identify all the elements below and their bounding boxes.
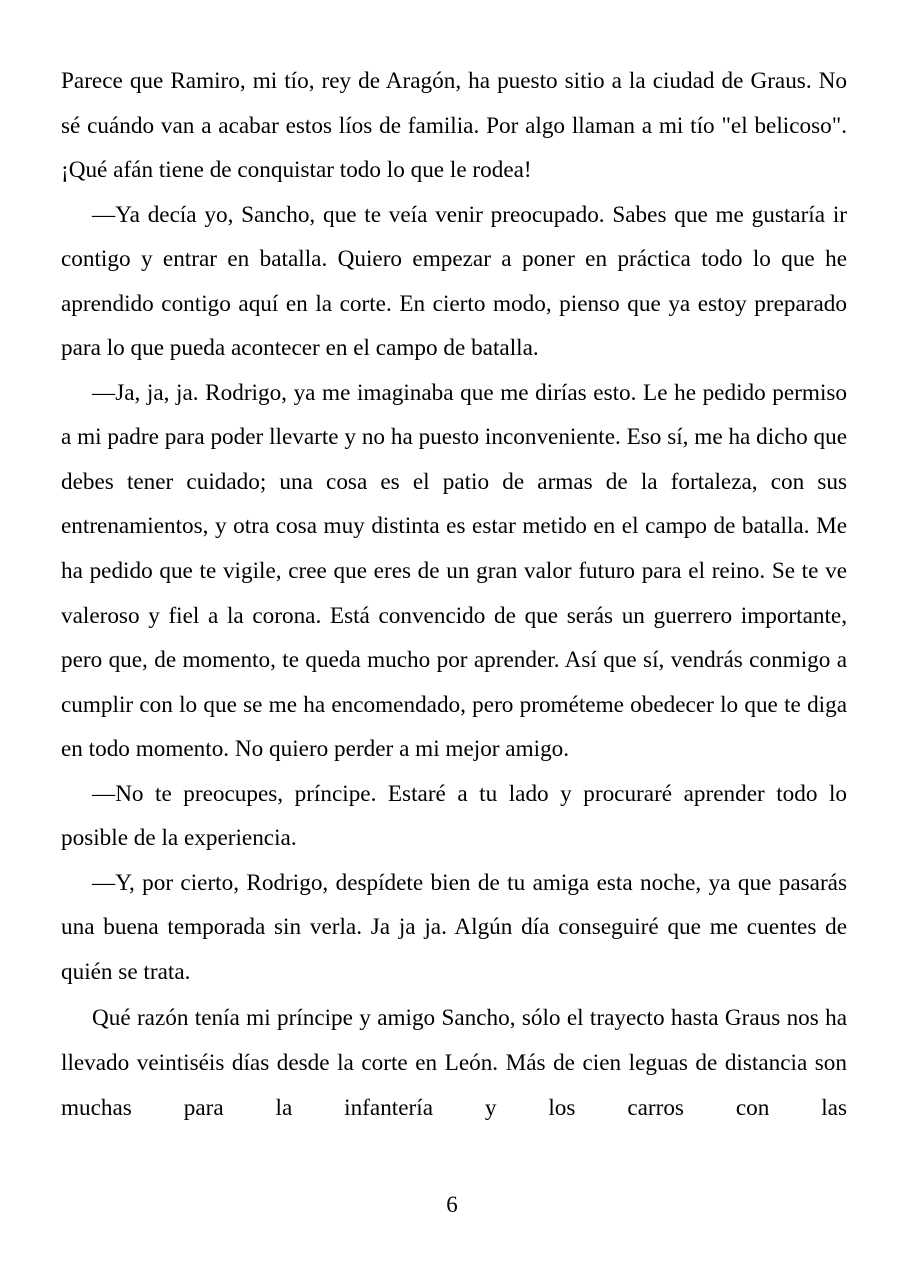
page-number: 6 xyxy=(446,1192,458,1217)
paragraph-ramiro-siege: Parece que Ramiro, mi tío, rey de Aragón, ha puesto sitio a la ciudad de Graus. No sé cuándo van a acabar estos líos de familia. Por algo llaman a mi tío "el belicoso". ¡Qué afán tiene de conquistar todo lo que le rodea! xyxy=(61,68,847,184)
paragraph-rodrigo-promise: —No te preocupes, príncipe. Estaré a tu lado y procuraré aprender todo lo posible de la experiencia. xyxy=(61,780,847,852)
book-page-text xyxy=(61,59,847,1130)
paragraph-sancho-farewell: —Y, por cierto, Rodrigo, despídete bien de tu amiga esta noche, ya que pasarás una buena temporada sin verla. Ja ja ja. Algún día conseguiré que me cuentes de quién se trata. xyxy=(61,869,847,985)
paragraph-sancho-permission: —Ja, ja, ja. Rodrigo, ya me imaginaba que me dirías esto. Le he pedido permiso a mi padre para poder llevarte y no ha puesto inconveniente. Eso sí, me ha dicho que debes tener cuidado; una cosa es el patio de armas de la fortaleza, con sus entrenamientos, y otra cosa muy distinta es estar metido en el campo de batalla. Me ha pedido que te vigile, cree que eres de un gran valor futuro para el reino. Se te ve valeroso y fiel a la corona. Está convencido de que serás un guerrero importante, pero que, de momento, te queda mucho por aprender. Así que sí, vendrás conmigo a cumplir con lo que se me ha encomendado, pero prométeme obedecer lo que te diga en todo momento. No quiero perder a mi mejor amigo. xyxy=(61,379,847,763)
paragraph-rodrigo-reply: —Ya decía yo, Sancho, que te veía venir preocupado. Sabes que me gustaría ir contigo y entrar en batalla. Quiero empezar a poner en práctica todo lo que he aprendido contigo aquí en la corte. En cierto modo, pienso que ya estoy preparado para lo que pueda acontecer en el campo de batalla. xyxy=(61,201,847,362)
paragraph-journey-graus: Qué razón tenía mi príncipe y amigo Sancho, sólo el trayecto hasta Graus nos ha llevado veintiséis días desde la corte en León. Más de cien leguas de distancia son muchas para la infantería y los carros con las xyxy=(61,1005,847,1121)
